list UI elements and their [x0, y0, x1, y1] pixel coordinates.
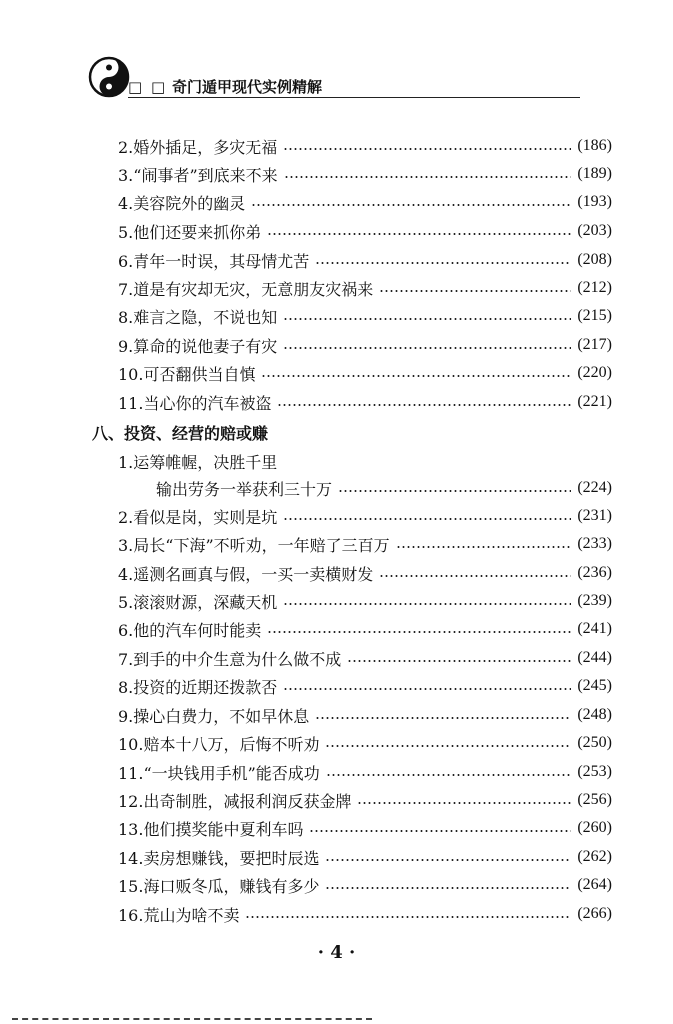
toc-entry-title: 3.“闹事者”到底来不来	[118, 165, 278, 185]
dot-leader	[283, 688, 571, 690]
toc-entry-title: 12.出奇制胜，减报利润反获金牌	[118, 791, 352, 811]
toc-entry-page: (260)	[577, 819, 612, 836]
toc-entry-title: 2.婚外插足，多灾无福	[118, 137, 278, 157]
dot-leader	[309, 830, 571, 832]
toc-entry-page: (203)	[577, 222, 612, 239]
toc-entry[interactable]	[118, 673, 612, 699]
toc-entry-title: 5.滚滚财源，深藏天机	[118, 592, 278, 612]
dot-leader	[267, 631, 571, 633]
yin-yang-icon	[88, 56, 130, 98]
dot-leader	[357, 802, 571, 804]
running-header	[88, 56, 588, 102]
toc-entry-page: (256)	[577, 791, 612, 808]
toc-entry-page: (239)	[577, 592, 612, 609]
toc-entry[interactable]	[118, 247, 612, 273]
toc-entry[interactable]	[118, 815, 612, 841]
toc-entry[interactable]	[118, 503, 612, 529]
toc-entry[interactable]	[156, 475, 612, 501]
toc-entry-title: 7.道是有灾却无灾，无意朋友灾祸来	[118, 279, 374, 299]
page-number: · 4 ·	[317, 942, 356, 963]
dot-leader	[283, 148, 571, 150]
dot-leader	[283, 347, 571, 349]
toc-entry-title: 输出劳务一举获利三十万	[156, 479, 333, 499]
toc-entry[interactable]	[118, 588, 612, 614]
dot-leader	[245, 916, 571, 918]
toc-entry-title: 13.他们摸奖能中夏利车吗	[118, 819, 304, 839]
toc-entry-page: (264)	[577, 876, 612, 893]
toc-entry[interactable]	[118, 702, 612, 728]
toc-entry-page: (248)	[577, 706, 612, 723]
toc-entry[interactable]	[118, 218, 612, 244]
toc-entry[interactable]	[118, 332, 612, 358]
dot-leader	[325, 745, 571, 747]
dot-leader	[338, 490, 571, 492]
toc-entry-title: 10.赔本十八万，后悔不听劝	[118, 734, 320, 754]
dot-leader	[283, 603, 571, 605]
toc-entry[interactable]	[118, 560, 612, 586]
toc-entry-title: 9.算命的说他妻子有灾	[118, 336, 278, 356]
toc-entry-title: 7.到手的中介生意为什么做不成	[118, 649, 342, 669]
toc-entry-title: 6.他的汽车何时能卖	[118, 620, 262, 640]
scan-edge-dashes	[12, 1018, 372, 1020]
toc-entry[interactable]	[118, 730, 612, 756]
toc-entry-page: (266)	[577, 905, 612, 922]
dot-leader	[379, 290, 571, 292]
toc-entry-page: (220)	[577, 364, 612, 381]
toc-entry-title: 15.海口贩冬瓜，赚钱有多少	[118, 876, 320, 896]
toc-entry[interactable]	[118, 759, 612, 785]
toc-entry-page: (233)	[577, 535, 612, 552]
toc-entry-title: 3.局长“下海”不听劝，一年赔了三百万	[118, 535, 390, 555]
header-glyphs: □ □	[128, 78, 168, 96]
toc-entry-page: (189)	[577, 165, 612, 182]
toc-entry-title: 6.青年一时误，其母情尤苦	[118, 251, 310, 271]
dot-leader	[315, 717, 571, 719]
dot-leader	[267, 233, 571, 235]
toc-entry[interactable]	[118, 616, 612, 642]
toc-entry-title: 2.看似是岗，实则是坑	[118, 507, 278, 527]
toc-entry-page: (212)	[577, 279, 612, 296]
dot-leader	[396, 546, 572, 548]
toc-entry[interactable]	[118, 275, 612, 301]
toc-entry-title: 8.难言之隐，不说也知	[118, 307, 278, 327]
toc-entry-page: (231)	[577, 507, 612, 524]
toc-entry[interactable]	[118, 531, 612, 557]
dot-leader	[284, 176, 572, 178]
toc-entry-page: (236)	[577, 564, 612, 581]
dot-leader	[251, 204, 571, 206]
toc-entry-page: (244)	[577, 649, 612, 666]
header-rule	[128, 97, 580, 98]
dot-leader	[325, 859, 571, 861]
toc-entry-page: (253)	[577, 763, 612, 780]
toc-entry[interactable]	[118, 161, 612, 187]
header-title: 奇门遁甲现代实例精解	[172, 78, 323, 96]
toc-entry-page: (245)	[577, 677, 612, 694]
toc-entry-page: (262)	[577, 848, 612, 865]
toc-entry-title: 14.卖房想赚钱，要把时辰选	[118, 848, 320, 868]
toc-entry-title: 11.“一块钱用手机”能否成功	[118, 763, 320, 783]
dot-leader	[347, 660, 571, 662]
dot-leader	[326, 774, 572, 776]
toc-entry[interactable]	[118, 133, 612, 159]
section-heading: 八、投资、经营的赔或赚	[92, 424, 269, 443]
toc-entry[interactable]	[118, 787, 612, 813]
toc-entry[interactable]	[118, 189, 612, 215]
toc-entry[interactable]	[118, 872, 612, 898]
toc-entry-page: (186)	[577, 137, 612, 154]
dot-leader	[315, 262, 571, 264]
toc-entry[interactable]	[118, 389, 612, 415]
toc-entry-page: (250)	[577, 734, 612, 751]
toc-entry[interactable]	[118, 844, 612, 870]
toc-entry[interactable]	[118, 303, 612, 329]
toc-entry-page: (224)	[577, 479, 612, 496]
toc-entry-page: (241)	[577, 620, 612, 637]
toc-entry[interactable]	[118, 448, 612, 474]
toc-entry-title: 4.遥测名画真与假，一买一卖横财发	[118, 564, 374, 584]
toc-entry-page: (221)	[577, 393, 612, 410]
toc-entry[interactable]	[118, 901, 612, 927]
toc-entry[interactable]	[118, 645, 612, 671]
toc-entry-title: 9.操心白费力，不如早休息	[118, 706, 310, 726]
toc-entry-title: 4.美容院外的幽灵	[118, 193, 246, 213]
toc-entry-title: 8.投资的近期还拨款否	[118, 677, 278, 697]
toc-entry-page: (193)	[577, 193, 612, 210]
toc-entry-title: 1.运筹帷幄，决胜千里	[118, 452, 278, 472]
toc-entry-title: 10.可否翻供当自慎	[118, 364, 256, 384]
dot-leader	[283, 518, 571, 520]
toc-entry[interactable]	[118, 360, 612, 386]
dot-leader	[283, 318, 571, 320]
toc-entry-title: 16.荒山为啥不卖	[118, 905, 240, 925]
dot-leader	[261, 375, 571, 377]
dot-leader	[379, 575, 571, 577]
toc-entry-title: 5.他们还要来抓你弟	[118, 222, 262, 242]
toc-entry-title: 11.当心你的汽车被盗	[118, 393, 272, 413]
toc-entry-page: (215)	[577, 307, 612, 324]
toc-entry-page: (217)	[577, 336, 612, 353]
dot-leader	[277, 404, 571, 406]
dot-leader	[325, 887, 571, 889]
toc-entry-page: (208)	[577, 251, 612, 268]
